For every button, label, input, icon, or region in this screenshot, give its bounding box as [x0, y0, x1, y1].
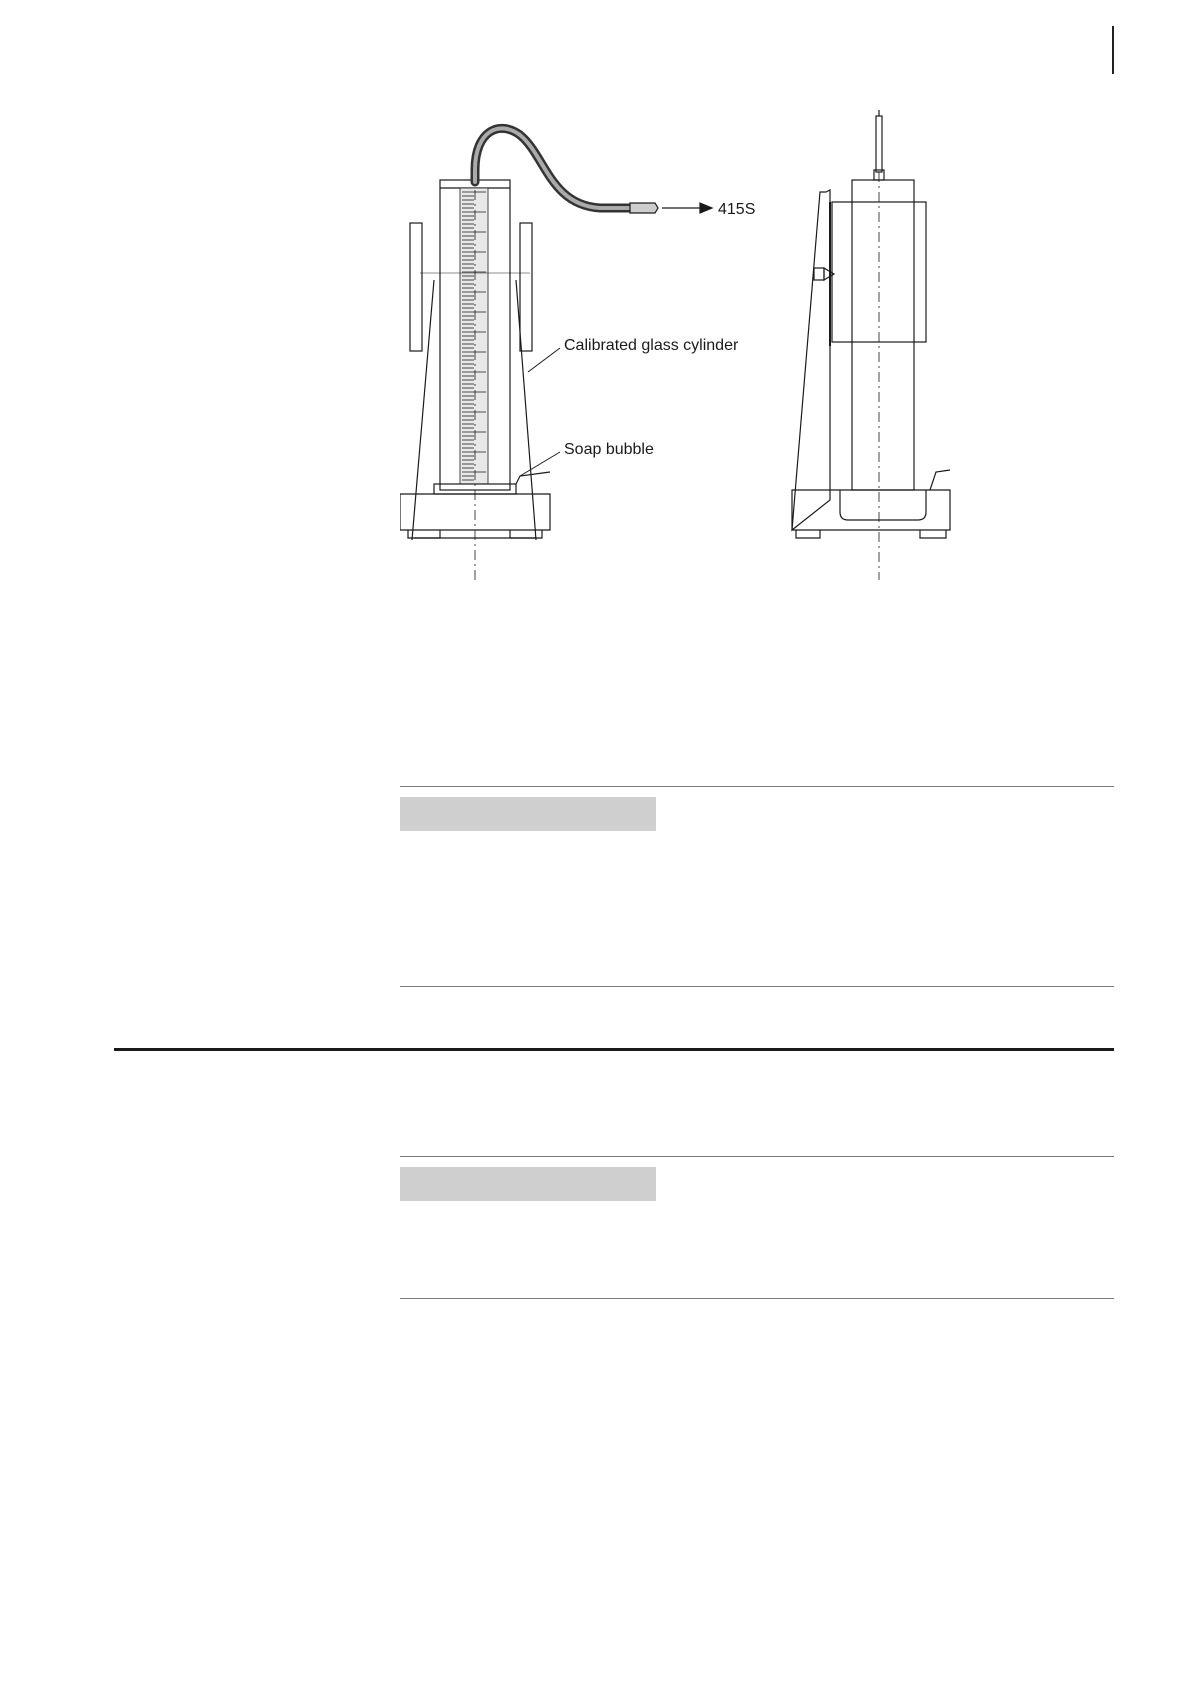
outlet-label: 415S [718, 201, 756, 218]
flowmeter-figure [400, 110, 960, 590]
side-view [792, 110, 950, 580]
table-bottom-rule-2 [400, 1298, 1114, 1299]
table-bottom-rule-1 [400, 986, 1114, 987]
section-divider [114, 1048, 1114, 1051]
flowmeter-drawing [400, 110, 960, 590]
table-header-cell-2 [400, 1167, 656, 1201]
table-header-cell-1 [400, 797, 656, 831]
table-top-rule-2 [400, 1156, 1114, 1157]
cylinder-label: Calibrated glass cylinder [564, 337, 739, 354]
bubble-label: Soap bubble [564, 441, 654, 458]
front-view [400, 128, 712, 580]
table-top-rule-1 [400, 786, 1114, 787]
page-edge-marker [1112, 26, 1114, 74]
